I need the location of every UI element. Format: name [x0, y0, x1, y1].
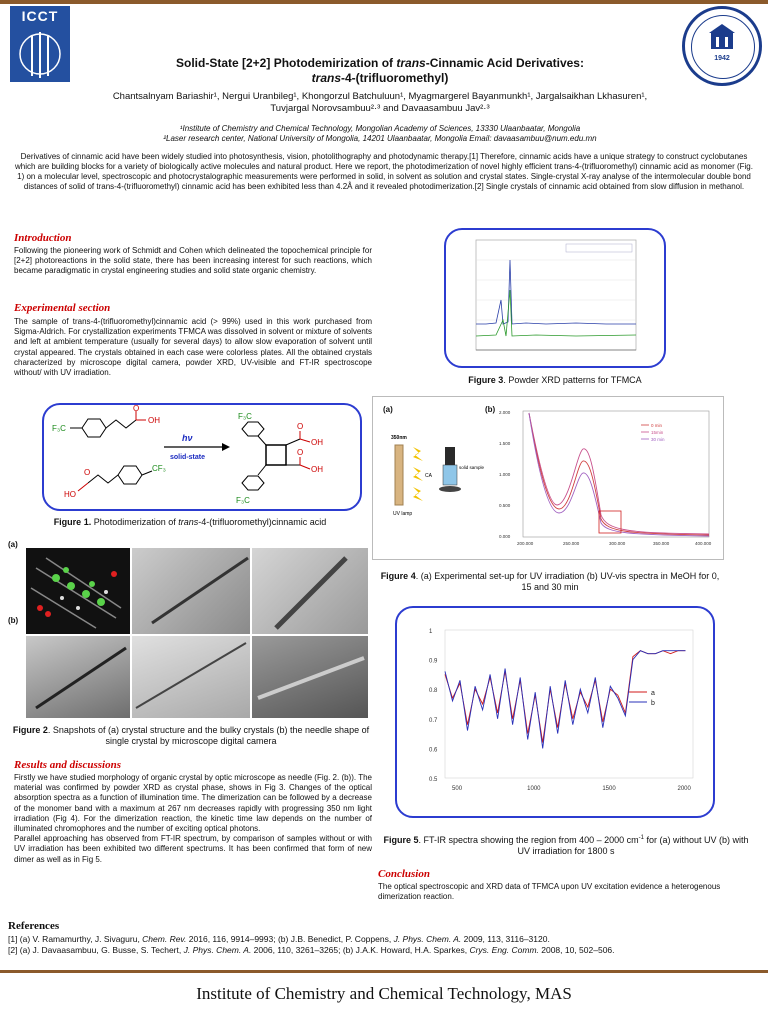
needle-overlay [26, 548, 368, 718]
caption-label: Figure 5 [383, 835, 419, 845]
ref-journal: J. Phys. Chem. A. [393, 934, 462, 944]
setup-lamp-label: UV lamp [393, 511, 413, 517]
authors-line: Chantsalnyam Bariashir¹, Nergui Uranbileg¹, Khongorzul Batchuluun¹, Myagmargerel Bayanmunkh¹, Jargalsaikhan Lkhasuren¹, [112, 91, 648, 102]
caption-sup: -1 [638, 835, 644, 841]
poster-title [80, 56, 680, 86]
title-italic: trans [396, 56, 426, 70]
experimental-text: The sample of trans-4-(trifluoromethyl)cinnamic acid (> 99%) used in this work purchased from Sigma-Aldrich. For crystallization experiments TFMCA was dissolved in solvent or mixture of solvents and left at ambient temperature (usually for several days) to allow slow evaporation of solvent until crystal appeared. The crystals obtained in each case were colorless plates. All the obtained crystals characterized by microscope digital camera, powder XRD, UV-visible and FT-IR spectroscope without/ with UV irradiation. [14, 317, 372, 378]
xtick-label: 500 [452, 786, 463, 792]
caption-text: . FT-IR spectra showing the region from 400 – 2000 cm [418, 835, 639, 845]
setup-ca-label: CA [425, 473, 432, 479]
series-line-b [445, 651, 686, 749]
ref-journal: J. Phys. Chem. A. [183, 945, 252, 955]
uv-lamp-icon [395, 445, 403, 505]
reaction-scheme [44, 405, 360, 509]
solid-state-label: solid-state [170, 454, 206, 461]
introduction-heading: Introduction [14, 232, 72, 244]
caption-text: . Powder XRD patterns for TFMCA [503, 375, 642, 385]
uv-setup-diagram [375, 407, 485, 557]
xrd-chart [446, 230, 664, 366]
title-part: -Cinnamic Acid Derivatives: [425, 56, 584, 70]
f3c-label: F₃C [52, 424, 66, 433]
ytick-label: 0.5 [429, 777, 438, 783]
introduction-text: Following the pioneering work of Schmidt and Cohen which delineated the topochemical principle for [2+2] photoreactions in the solid state, there has been increasing interest for such reactions, which became paradigmatic in crystal engineering studies and solid state organic chemistry. [14, 246, 372, 276]
top-border [0, 0, 768, 4]
logo-text: ICCT [21, 8, 59, 24]
caption-text: . Snapshots of (a) crystal structure and the bulky crystals (b) the needle shape of single crystal by microscope digital camera [47, 725, 370, 746]
caption-label: Figure 2 [12, 725, 48, 735]
o-label: O [84, 468, 91, 477]
reference-item [8, 945, 760, 956]
caption-label: Figure 1. [53, 517, 92, 527]
ho-label: HO [64, 490, 76, 499]
authors-line: Tuvjargal Norovsambuu²·³ and Davaasambuu Jav²·³ [270, 103, 490, 114]
setup-time-label: 350nm [391, 435, 407, 441]
authors [80, 91, 680, 115]
ytick-label: 0.9 [429, 658, 438, 665]
legend-item: 0 min [651, 423, 663, 428]
caption-text: -4-(trifluoromethyl)cinnamic acid [198, 517, 327, 527]
ytick: 1.500 [499, 441, 511, 446]
results-heading: Results and discussions [14, 759, 121, 771]
ytick-label: 0.7 [429, 717, 438, 724]
icct-logo [10, 6, 70, 82]
legend-label: b [651, 700, 655, 707]
xtick: 400.000 [695, 541, 712, 546]
oh-label: OH [311, 438, 323, 447]
figure5-panel [395, 606, 715, 818]
o-label: O [297, 422, 304, 431]
figure3-panel [444, 228, 666, 368]
title-italic: trans [311, 71, 341, 85]
xtick-label: 2000 [677, 786, 691, 792]
conclusion-heading: Conclusion [378, 868, 430, 880]
ytick: 2.000 [499, 410, 511, 415]
fig2-label-b: (b) [8, 616, 19, 625]
legend-item: 15min [651, 430, 664, 435]
ytick: 0.000 [499, 534, 511, 539]
xtick-label: 1500 [602, 786, 616, 792]
figure5-caption [380, 833, 752, 857]
footer-divider [0, 970, 768, 973]
caption-italic: trans [178, 517, 199, 527]
abstract: Derivatives of cinnamic acid have been widely studied into photosynthesis, vision, photolithography and photodynamic therapy.[1] Therefore, cinnamic acids have a unique strategy to construct cyclobutanes which are building blocks for a variety of biologically active molecules and natural product. Here we report, the photodimerization of novel highly efficient trans-4-(trifluoromethyl) cinnamic acid as monomer (Fig. 1) on a molecular level, spectroscopic and photocrystalographic measurements were performed in solid, in solvent as solution and crystal states. Single-crystal X-ray analyse of the intermolecular double bond distances of solid of trans-4-(trifluoromethyl) cinnamic acid has been exhibited less than 4.2Å and it revealed photodimerization.[2] Single crystals of cinnamic acid obtained from slow diffusion in methanol. [15, 152, 753, 191]
figure2-caption [10, 725, 372, 747]
affiliations [80, 124, 680, 144]
references-heading: References [8, 920, 60, 932]
results-text [14, 773, 372, 865]
cyclobutane-ring [266, 445, 286, 465]
reference-item [8, 934, 760, 945]
o-label: O [297, 448, 304, 457]
xtick-label: 1000 [527, 786, 541, 792]
ytick: 0.500 [499, 503, 511, 508]
figure4-caption [380, 571, 720, 593]
ref-text: 2009, 113, 3116–3120. [461, 934, 550, 944]
xtick: 350.000 [653, 541, 670, 546]
ref-text: 2006, 110, 3261–3265; (b) J.A.K. Howard, H.A. Sparkes, [251, 945, 470, 955]
ytick-label: 0.8 [429, 688, 438, 695]
caption-text: for (a) without UV (b) with UV irradiation for 1800 s [517, 835, 749, 856]
fig4-label-a: (a) [383, 405, 393, 414]
experimental-heading: Experimental section [14, 302, 111, 314]
figure3-caption [420, 375, 690, 386]
caption-label: Figure 4 [380, 571, 416, 581]
o-label: O [133, 405, 140, 413]
ytick-label: 0.6 [429, 747, 438, 754]
oh-label: OH [148, 416, 160, 425]
cuvette-icon [445, 447, 455, 465]
logo-emblem-icon [10, 6, 70, 82]
conclusion-text: The optical spectroscopic and XRD data of TFMCA upon UV excitation evidence a heterogenous dimerization reaction. [378, 882, 721, 902]
references-list [8, 934, 760, 956]
affiliation-line: ¹Institute of Chemistry and Chemical Technology, Mongolian Academy of Sciences, 13330 Ulaanbaatar, Mongolia [179, 124, 581, 133]
email-link[interactable]: davaasambuu@num.edu.mn [493, 134, 597, 143]
xtick: 300.000 [609, 541, 626, 546]
setup-sample-label: solid sample [459, 465, 485, 470]
ref-text: 2008, 10, 502–506. [538, 945, 615, 955]
results-paragraph: Parallel approaching has observed from FT-IR spectrum, by comparison of samples without or with UV irradiation has been exhibited two different spectrums. It has been confirmed that form of new dimer as well as in Fig 5. [14, 834, 372, 864]
xtick: 250.000 [563, 541, 580, 546]
legend-label: a [651, 690, 655, 697]
ref-text: [2] (a) J. Davaasambuu, G. Busse, S. Techert, [8, 945, 184, 955]
f3c-label: F₃C [238, 412, 252, 421]
figure1-caption [10, 517, 370, 528]
figure4-panel [372, 396, 724, 560]
university-seal [682, 6, 762, 86]
ref-journal: Crys. Eng. Comm. [469, 945, 539, 955]
results-paragraph: Firstly we have studied morphology of organic crystal by optic microscope as needle (Fig. 2. (b)). The material was confirmed by powder XRD as crystal phase, shows in Fig 3. Changes of the optical absorption spectra as a function of illumination time. The dimerization can be followed by a decrease of the monomer band with a maximum at 267 nm decreases rapidly with progressing 350 nm light irradiation (Fig 4). For the dimerization reaction, the kinetic time law depends on the number of illuminated chromophores and the number of exciting optical photons. [14, 773, 372, 834]
fig2-label-a: (a) [8, 540, 18, 549]
caption-label: Figure 3 [468, 375, 504, 385]
seal-year: 1942 [714, 55, 730, 62]
hv-label: hν [182, 433, 193, 443]
figure2-image-grid [26, 548, 368, 718]
f3c-label: F₃C [236, 496, 250, 505]
affiliation-line: ²Laser research center, National University of Mongolia, 14201 Ulaanbaatar, Mongolia Email: [163, 134, 494, 143]
cf3-label: CF₃ [152, 464, 166, 473]
ref-text: [1] (a) V. Ramamurthy, J. Sivaguru, [8, 934, 143, 944]
figure1-panel [42, 403, 362, 511]
uv-vis-chart [489, 405, 719, 555]
title-part: -4-(trifluoromethyl) [341, 71, 449, 85]
footer-institution: Institute of Chemistry and Chemical Technology, MAS [196, 984, 572, 1003]
legend-item: 30 min [651, 437, 665, 442]
ref-journal: Chem. Rev. [142, 934, 187, 944]
caption-text: . (a) Experimental set-up for UV irradiation (b) UV-vis spectra in MeOH for 0, 15 and 30 min [415, 571, 720, 592]
seal-building-icon [685, 9, 759, 83]
series-line-a [445, 651, 686, 743]
ytick-label: 1 [429, 629, 433, 635]
caption-text: Photodimerization of [91, 517, 179, 527]
xtick: 200.000 [517, 541, 534, 546]
title-part: Solid-State [2+2] Photodemirization of [176, 56, 397, 70]
ytick: 1.000 [499, 472, 511, 477]
ftir-chart [397, 608, 713, 816]
fig4-label-b: (b) [485, 405, 496, 414]
oh-label: OH [311, 465, 323, 474]
ref-text: 2016, 116, 9914–9993; (b) J.B. Benedict, P. Coppens, [186, 934, 394, 944]
